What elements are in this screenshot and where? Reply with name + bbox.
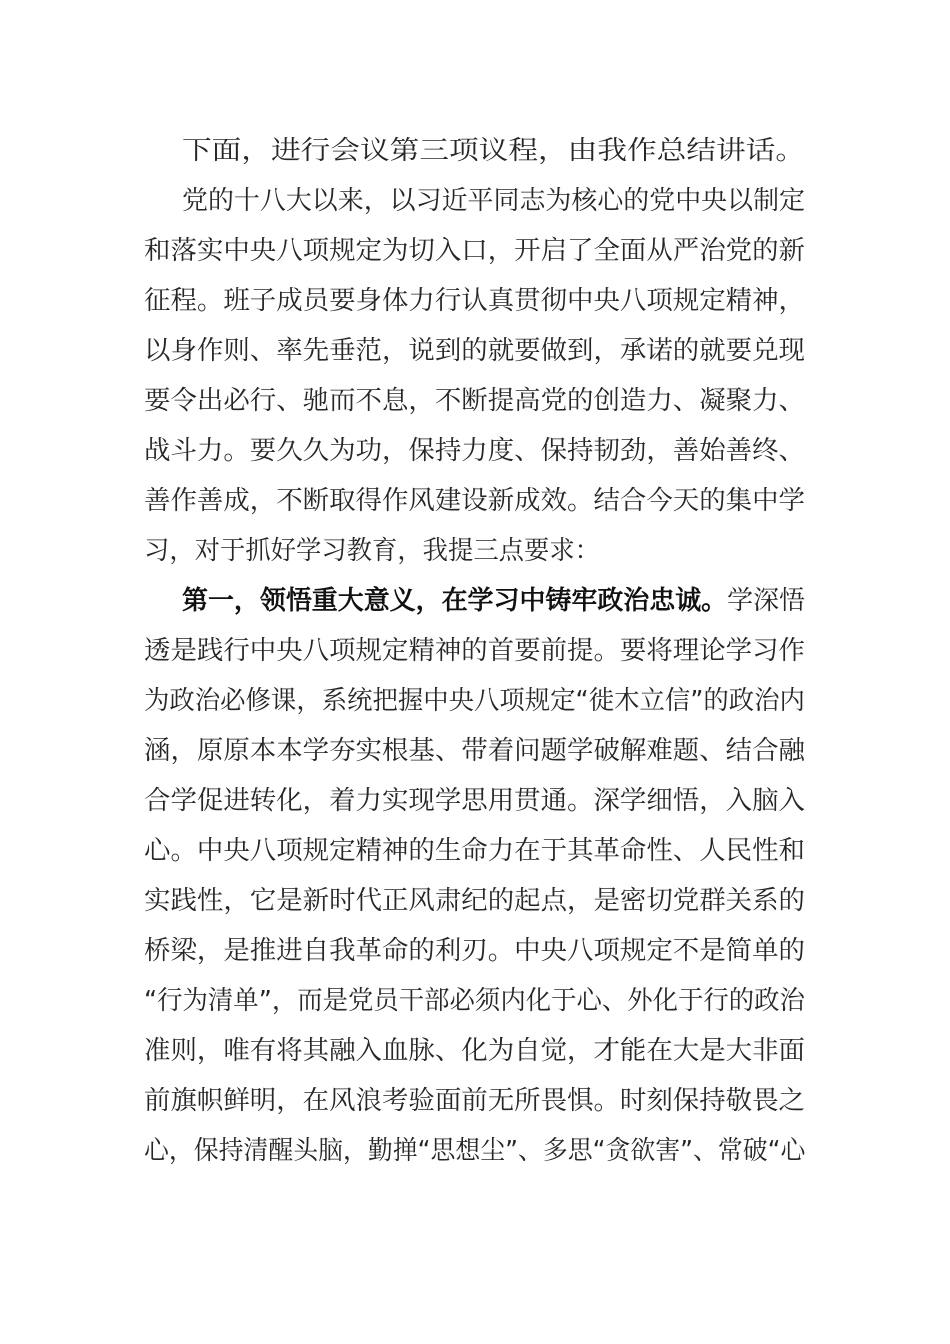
paragraph-3-line-6: 心。中央八项规定精神的生命力在于其革命性、人民性和 [144, 836, 806, 866]
paragraph-3-line-1-rest: 学深悟 [727, 586, 806, 616]
paragraph-2-line-1: 党的十八大以来，以习近平同志为核心的党中央以制定 [182, 186, 806, 216]
paragraph-3-line-2: 透是践行中央八项规定精神的首要前提。要将理论学习作 [144, 636, 806, 666]
paragraph-opening-line-1: 下面，进行会议第三项议程，由我作总结讲话。 [182, 136, 806, 166]
paragraph-2-line-5: 要令出必行、驰而不息，不断提高党的创造力、凝聚力、 [144, 386, 806, 416]
paragraph-2-line-6: 战斗力。要久久为功，保持力度、保持韧劲，善始善终、 [144, 436, 806, 466]
paragraph-2-line-8: 习，对于抓好学习教育，我提三点要求： [144, 536, 601, 566]
paragraph-3-line-5: 合学促进转化，着力实现学思用贯通。深学细悟，入脑入 [144, 786, 806, 816]
paragraph-3-line-4: 涵，原原本本学夯实根基、带着问题学破解难题、结合融 [144, 736, 806, 766]
paragraph-3-line-8: 桥梁，是推进自我革命的利刃。中央八项规定不是简单的 [144, 936, 806, 966]
paragraph-2-line-7: 善作善成，不断取得作风建设新成效。结合今天的集中学 [144, 486, 806, 516]
paragraph-2-line-3: 征程。班子成员要身体力行认真贯彻中央八项规定精神， [144, 286, 806, 316]
paragraph-3-line-10: 准则，唯有将其融入血脉、化为自觉，才能在大是大非面 [144, 1036, 806, 1066]
paragraph-2-line-4: 以身作则、率先垂范，说到的就要做到，承诺的就要兑现 [144, 336, 806, 366]
paragraph-3-line-11: 前旗帜鲜明，在风浪考验面前无所畏惧。时刻保持敬畏之 [144, 1086, 806, 1116]
paragraph-2-line-2: 和落实中央八项规定为切入口，开启了全面从严治党的新 [144, 236, 806, 266]
paragraph-3-line-3: 为政治必修课，系统把握中央八项规定“徙木立信”的政治内 [144, 686, 805, 716]
paragraph-3-line-9: “行为清单”，而是党员干部必须内化于心、外化于行的政治 [144, 986, 805, 1016]
section-heading-first-point: 第一，领悟重大意义，在学习中铸牢政治忠诚。 [182, 586, 728, 616]
paragraph-3-line-7: 实践性，它是新时代正风肃纪的起点，是密切党群关系的 [144, 886, 806, 916]
paragraph-3-line-1 [182, 588, 805, 614]
paragraph-3-line-12: 心，保持清醒头脑，勤掸“思想尘”、多思“贪欲害”、常破“心 [144, 1136, 806, 1166]
